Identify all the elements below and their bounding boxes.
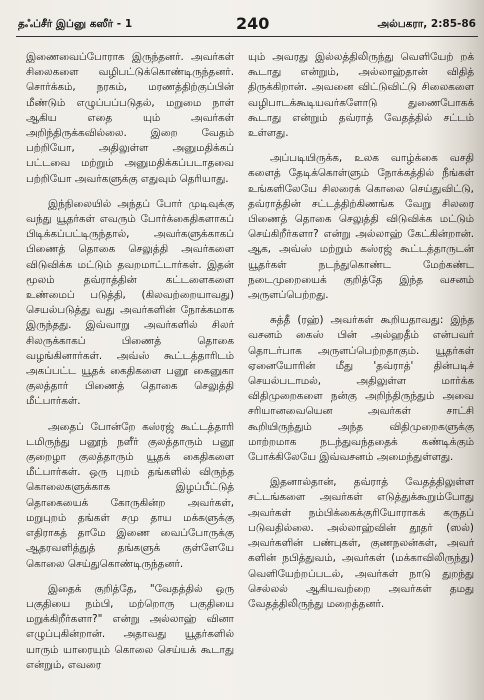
book-title: தஃப்சீர் இப்னு கஸீர் - 1 [18,18,133,30]
paragraph: இதைக் குறித்தே, "வேதத்தில் ஒரு பகுதியை நம்பி, மற்றொரு பகுதியை மறுக்கிறீர்களா?" என்று அல்லாஹ் வினா எழுப்புகின்றான். அதாவது யூதர்களில் யாரும் யாரையும் கொலை செய்யக் கூடாது என்றும், எவரை [26,582,234,671]
page-number: 240 [236,14,270,33]
header-rule [16,36,478,37]
paragraph: சுத்தீ (ரஹ்) அவர்கள் கூறியதாவது: இந்த வசனம் கைஸ் பின் அல்ஹதீம் என்பவர் தொடர்பாக அருளப்பெற்றதாகும். யூதர்கள் ஏனையோரின் மீது 'தவ்ராத்' தின்படிச் செயல்படாமல், அதிலுள்ள மார்க்க விதிமுறைகளை நன்கு அறிந்திருந்தும் அவை சரியானவையென அவர்கள் சாட்சி கூறியிருந்தும் அந்த விதிமுறைகளுக்கு மாற்றமாக நடந்துவந்ததைக் கண்டிக்கும் போக்கிலேயே இவ்வசனம் அமைந்துள்ளது. [248,314,474,464]
paragraph: இணைவைப்போராக இருந்தனர். அவர்கள் சிலைகளை வழிபட்டுக்கொண்டிருந்தனர். சொர்க்கம், நரகம், மரணத்திற்குப்பின் மீண்டும் எழுப்பப்படுதல், மறுமை நாள் ஆகிய எதை யும் அவர்கள் அறிந்திருக்கவில்லை. இறை வேதம் பற்றியோ, அதிலுள்ள அனுமதிக்கப் பட்டவை மற்றும் அனுமதிக்கப்படாதவை பற்றியோ அவர்களுக்கு எதுவும் தெரியாது. [26,51,234,185]
surah-reference: அல்பகரா, 2:85-86 [377,18,476,30]
page-header [10,14,476,36]
paragraph: அப்படியிருக்க, உலக வாழ்க்கை வசதி களைத் தேடிக்கொள்ளும் நோக்கத்தில் நீங்கள் உங்களிலேயே சிலரைக் கொலை செய்துவிட்டு, தவ்ராத்தின் சட்டத்திற்கிணங்க வேறு சிலரை பிணைத் தொகை செலுத்தி விடுவிக்க மட்டும் செய்கிறீர்களா? என்று அல்லாஹ் கேட்கின்றான். ஆக, அவ்ஸ் மற்றும் கஸ்ரஜ் கூட்டத்தாருடன் யூதர்கள் நடந்துகொண்ட மேற்கண்ட நடைமுறையைக் குறித்தே இந்த வசனம் அருளப்பெற்றது. [248,152,474,302]
paragraph: யும் அவரது இல்லத்திலிருந்து வெளியேற் றக் கூடாது என்றும், அல்லாஹ்தான் விதித் திருக்கிறான். அவனை விட்டுவிட்டு சிலைகளை வழிபாடக்கூடியவர்களோடு துணைபோகக் கூடாது என்றும் தவ்ராத் வேதத்தில் சட்டம் உள்ளது. [248,51,474,140]
right-column [248,50,474,622]
left-column [26,50,234,683]
paragraph: இந்நிலையில் அந்தப் போர் முடிவுக்கு வந்து யூதர்கள் எவரும் போர்க்கைதிகளாகப் பிடிக்கப்பட்டிருந்தால், அவர்களுக்காகப் பிணைத் தொகை செலுத்தி அவர்களை விடுவிக்க மட்டும் தவறமாட்டார்கள். இதன் மூலம் தவ்ராத்தின் கட்டளைகளை உண்மைப் படுத்தி, (கிலவற்றையாவது) செயல்படுத்து வது அவர்களின் நோக்கமாக இருந்தது. இவ்வாறு அவர்களில் சிலர் சிலருக்காகப் பிணைத் தொகை வழங்கினார்கள். அவ்ஸ் கூட்டத்தாரிடம் அகப்பட்ட யூதக் கைதிகளை பனூ கைனுகா குலத்தார் பிணைத் தொகை செலுத்தி மீட்பார்கள். [26,197,234,408]
paragraph: இதனால்தான், தவ்ராத் வேதத்திலுள்ள சட்டங்களை அவர்கள் எடுத்துக்கூறும்போது அவர்கள் நம்பிக்கைக்குரியோராகக் கருதப் படுவதில்லை. அல்லாஹ்வின் தூதர் (ஸல்) அவர்களின் பண்புகள், குணநலன்கள், அவர் களின் நபித்துவம், அவர்கள் (மக்காவிலிருந்து) வெளியேற்றப்படல், அவர்கள் நாடு துறந்து செல்லல் ஆகியவற்றை அவர்கள் தமது வேதத்திலிருந்து மறைத்தனர். [248,476,474,610]
paragraph: அதைப் போன்றே கஸ்ரஜ் கூட்டத்தாரி டமிருந்து பனூந் நளீர் குலத்தாரும் பனூ குறைழா குலத்தாரும் யூதக் கைதிகளை மீட்பார்கள். ஒரு புறம் தங்களில் விருந்த கொலைகளுக்காக இழப்பீட்டுத் தொகையைக் கோருகின்ற அவர்கள், மறுபுறம் தங்கள் சமு தாய மக்களுக்கு எதிராகத் தாமே இணை வைப்போருக்கு ஆதரவளித்துத் தங்களுக் குள்ளேயே கொலை செய்துகொண்டிருந்தனர். [26,420,234,570]
